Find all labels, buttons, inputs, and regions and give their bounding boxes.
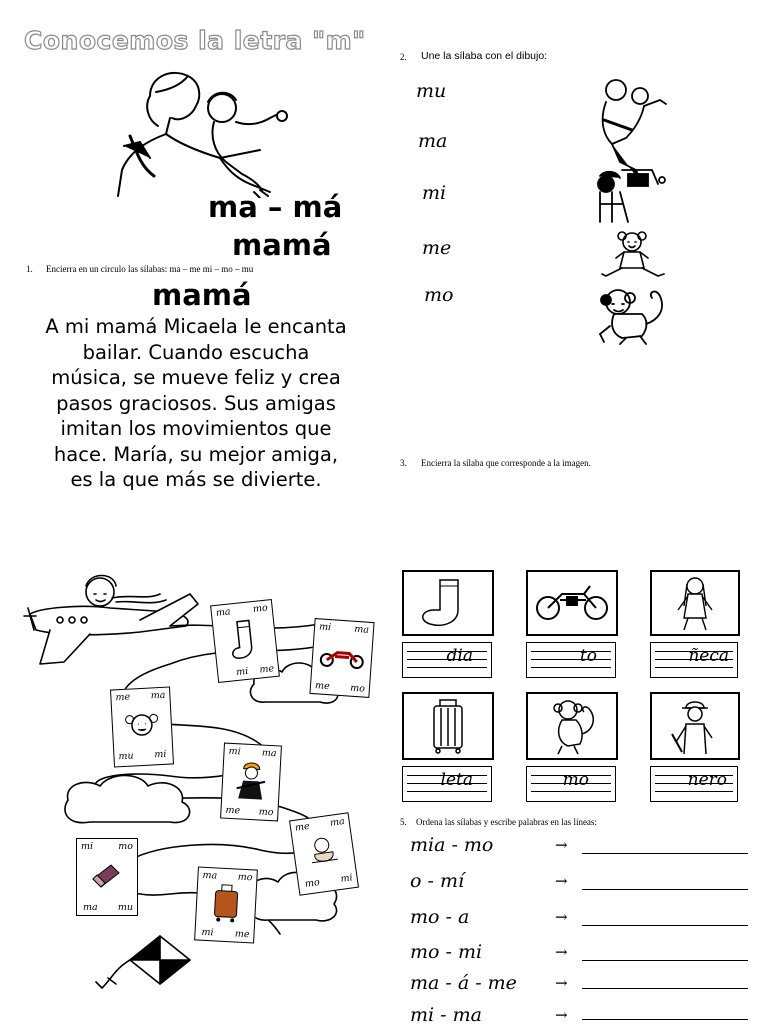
monkey-picture [596, 284, 670, 346]
card-syllable: ma [261, 747, 277, 760]
card-syllable: ma [202, 869, 218, 882]
story-line: pasos graciosos. Sus amigas [56, 391, 336, 415]
answer-line[interactable] [582, 1019, 748, 1020]
suitcase-icon [210, 882, 242, 924]
story-line: es la que más se divierte. [70, 468, 322, 491]
story-line: bailar. Cuando escucha [82, 340, 310, 364]
syllable-mo: mo [424, 284, 454, 306]
doll-face-icon [124, 708, 160, 740]
card-syllable: mi [81, 841, 94, 852]
syllable-mi: mi [422, 182, 447, 204]
syllable-ma: ma [418, 130, 448, 152]
doll-icon [652, 572, 738, 634]
picture-card-sock [402, 570, 494, 636]
suitcase-icon [404, 694, 492, 758]
card-syllable: mo [237, 871, 253, 884]
answer-line[interactable] [582, 960, 748, 961]
monkey-icon [528, 694, 616, 758]
syllable-set: mia - mo [410, 834, 494, 856]
arrow-icon: → [555, 836, 568, 854]
sock-icon [227, 618, 261, 663]
eraser-icon [89, 861, 123, 889]
card-syllable: ma [150, 689, 166, 702]
card-syllable: mo [252, 602, 269, 615]
card-syllable: mo [304, 876, 321, 890]
word-fragment: leta [440, 770, 473, 790]
word-fragment: mo [562, 770, 589, 790]
answer-line[interactable] [582, 925, 748, 926]
arrow-icon: → [555, 943, 568, 961]
card-syllable: mi [228, 745, 241, 758]
syllable-set: ma - á - me [410, 972, 517, 994]
arrow-icon: → [555, 908, 568, 926]
hero-word: mamá [232, 228, 332, 262]
story-text [18, 314, 374, 493]
mother-baby-motorcycle-pictures [592, 74, 672, 224]
syllable-set: mo - a [410, 906, 470, 928]
word-fragment: dia [446, 646, 473, 666]
card-syllable: me [115, 691, 131, 704]
card-syllable: mi [235, 665, 249, 679]
story-line: música, se mueve feliz y crea [51, 366, 341, 389]
syllable-set: o - mí [410, 870, 465, 892]
arrow-icon: → [555, 974, 568, 992]
word-fragment: ñeca [688, 646, 729, 666]
story-line: hace. María, su mejor amiga, [53, 442, 339, 466]
syllable-mu: mu [416, 80, 447, 102]
syllable-me: me [422, 237, 452, 259]
exercise-1-number: 1. [26, 264, 33, 274]
word-line-6 [650, 766, 738, 802]
arrow-icon: → [555, 1006, 568, 1024]
board-card-eraser [76, 838, 138, 916]
board-card-doll [110, 686, 174, 767]
story-heading: mamá [152, 278, 252, 312]
card-syllable: mo [349, 682, 366, 695]
picture-card-doll [650, 570, 740, 636]
monkey-icon [305, 833, 343, 871]
miner-icon [652, 694, 738, 758]
picture-card-monkey [526, 692, 618, 760]
story-line: imitan los movimientos que [60, 417, 332, 440]
doll-picture [598, 228, 668, 282]
exercise-3-instruction: Encierra la sílaba que corresponde a la imagen. [421, 458, 591, 468]
board-card-suitcase [194, 866, 258, 943]
card-syllable: mu [117, 902, 133, 913]
word-fragment: nero [687, 770, 727, 790]
picture-card-miner [650, 692, 740, 760]
card-syllable: ma [83, 902, 98, 913]
motorcycle-icon [318, 643, 366, 670]
card-syllable: mi [318, 621, 332, 634]
answer-line[interactable] [582, 889, 748, 890]
card-syllable: ma [353, 623, 370, 636]
card-syllable: mu [118, 750, 134, 763]
arrow-icon: → [555, 872, 568, 890]
card-syllable: me [314, 680, 330, 693]
word-line-5 [526, 766, 616, 802]
page-title: Conocemos la letra "m" [24, 26, 366, 55]
card-syllable: mo [258, 806, 274, 819]
answer-line[interactable] [582, 853, 748, 854]
exercise-2-number: 2. [400, 52, 407, 62]
exercise-5-instruction: Ordena las sílabas y escribe palabras en las líneas: [416, 817, 597, 827]
card-syllable: ma [329, 815, 346, 829]
card-syllable: me [294, 820, 311, 834]
card-syllable: mi [339, 872, 354, 885]
story-line: A mi mamá Micaela le encanta [45, 315, 347, 338]
word-line-2 [526, 642, 616, 678]
syllable-set: mi - ma [410, 1004, 482, 1026]
syllable-set: mo - mi [410, 941, 483, 963]
answer-line[interactable] [582, 988, 748, 989]
card-syllable: mi [154, 748, 167, 761]
card-syllable: me [225, 804, 241, 817]
motorcycle-icon [528, 572, 616, 634]
hero-syllables: ma – má [208, 190, 343, 224]
card-syllable: me [258, 663, 275, 676]
sock-icon [404, 572, 492, 634]
exercise-5-number: 5. [400, 817, 407, 827]
board-card-sock [210, 599, 280, 683]
word-line-4 [402, 766, 492, 802]
exercise-2-instruction: Une la sílaba con el dibujo: [421, 50, 548, 62]
exercise-1-instruction: Encierra en un círculo las sílabas: ma – me mi – mo – mu [46, 264, 254, 274]
card-syllable: mo [118, 841, 133, 852]
board-card-motorcycle [309, 618, 374, 698]
word-line-3 [650, 642, 738, 678]
card-syllable: me [234, 928, 250, 941]
board-card-monkey [289, 812, 359, 896]
mother-baby-illustration [110, 66, 310, 198]
miner-icon [232, 758, 270, 802]
exercise-3-number: 3. [400, 458, 407, 468]
picture-card-suitcase [402, 692, 494, 760]
card-syllable: ma [215, 606, 232, 619]
board-card-miner [220, 743, 282, 822]
word-line-1 [402, 642, 492, 678]
picture-card-motorcycle [526, 570, 618, 636]
word-fragment: to [579, 646, 597, 666]
card-syllable: mi [201, 926, 214, 939]
